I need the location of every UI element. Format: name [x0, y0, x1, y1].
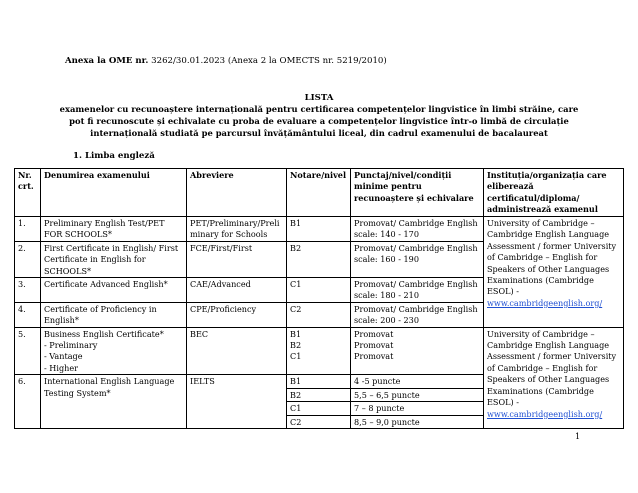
row-level: B2	[287, 388, 351, 401]
institution-link[interactable]: www.cambridgeenglish.org/	[487, 408, 603, 419]
row-score: Promovat/ Cambridge English scale: 140 - 170	[351, 217, 484, 242]
row-abbr: FCE/First/First	[187, 241, 287, 277]
row-level: B1	[287, 375, 351, 388]
header-institution: Instituția/organizația care eliberează certificatul/diploma/ administrează examenul	[484, 169, 624, 217]
institution-text: University of Cambridge – Cambridge English Language Assessment / former University of Cambridge – English for Speakers of Other Languages Examinations (Cambridge ESOL) -	[487, 328, 617, 408]
row-nr: 3.	[15, 278, 41, 303]
institution-link[interactable]: www.cambridgeenglish.org/	[487, 297, 603, 308]
institution-cell	[484, 217, 624, 328]
exams-table	[14, 168, 624, 429]
row-level	[287, 327, 351, 375]
annex-label: Anexa la OME nr.	[65, 56, 149, 66]
row-score-line: Promovat	[354, 328, 394, 339]
row-score: 5,5 – 6,5 puncte	[351, 388, 484, 401]
row-nr: 4.	[15, 302, 41, 327]
header-nr: Nr. crt.	[15, 169, 41, 217]
row-name-line: - Higher	[44, 362, 79, 373]
row-score-line: Promovat	[354, 351, 394, 362]
annex-reference	[65, 56, 387, 66]
row-level-line: B1	[290, 328, 302, 339]
row-name-line: - Preliminary	[44, 340, 98, 351]
annex-text: 3262/30.01.2023 (Anexa 2 la OMECTS nr. 5219/2010)	[148, 56, 387, 66]
row-score: 8,5 – 9,0 puncte	[351, 415, 484, 428]
row-score: 7 – 8 puncte	[351, 402, 484, 415]
row-name: Certificate of Proficiency in English*	[41, 302, 187, 327]
document-subtitle: examenelor cu recunoaștere internațională pentru certificarea competențelor lingvistice în limbi străine, care pot fi recunoscute și echivalate cu proba de evaluare a competențelor lingvistice într-o limbă de circulație internațională studiată pe parcursul învățământului liceal, din cadrul examenului de bacalaureat	[59, 104, 579, 139]
row-level: C1	[287, 402, 351, 415]
row-level: C2	[287, 415, 351, 428]
row-level: C1	[287, 278, 351, 303]
row-name-line: - Vantage	[44, 351, 83, 362]
institution-cell	[484, 327, 624, 428]
row-name: Preliminary English Test/PET FOR SCHOOLS*	[41, 217, 187, 242]
row-level-line: B2	[290, 340, 302, 351]
row-score-line: Promovat	[354, 340, 394, 351]
header-abbr: Abreviere	[187, 169, 287, 217]
row-nr: 1.	[15, 217, 41, 242]
table-row	[15, 327, 624, 375]
row-name: International English Language Testing System*	[41, 375, 187, 429]
institution-text: University of Cambridge – Cambridge English Language Assessment / former University of Cambridge – English for Speakers of Other Languages Examinations (Cambridge ESOL) -	[487, 218, 617, 297]
document-title: LISTA	[304, 93, 334, 103]
header-score: Punctaj/nivel/condiții minime pentru recunoaștere și echivalare	[351, 169, 484, 217]
row-score: Promovat/ Cambridge English scale: 180 - 210	[351, 278, 484, 303]
row-score: 4 -5 puncte	[351, 375, 484, 388]
row-nr: 6.	[15, 375, 41, 429]
row-score: Promovat/ Cambridge English scale: 160 - 190	[351, 241, 484, 277]
row-abbr: BEC	[187, 327, 287, 375]
row-nr: 2.	[15, 241, 41, 277]
row-score: Promovat/ Cambridge English scale: 200 - 230	[351, 302, 484, 327]
row-abbr: PET/Preliminary/Preliminary for Schools	[187, 217, 287, 242]
row-nr: 5.	[15, 327, 41, 375]
table-header-row	[15, 169, 624, 217]
header-name: Denumirea examenului	[41, 169, 187, 217]
row-abbr: CAE/Advanced	[187, 278, 287, 303]
row-abbr: CPE/Proficiency	[187, 302, 287, 327]
row-name: Certificate Advanced English*	[41, 278, 187, 303]
section-heading: 1. Limba engleză	[73, 151, 155, 161]
row-score	[351, 327, 484, 375]
row-level: B2	[287, 241, 351, 277]
row-name-line: Business English Certificate*	[44, 328, 164, 339]
row-level: C2	[287, 302, 351, 327]
row-level-line: C1	[290, 351, 302, 362]
table-row	[15, 217, 624, 242]
row-name	[41, 327, 187, 375]
row-level: B1	[287, 217, 351, 242]
header-level: Notare/nivel	[287, 169, 351, 217]
row-name: First Certificate in English/ First Certificate in English for SCHOOLS*	[41, 241, 187, 277]
row-abbr: IELTS	[187, 375, 287, 429]
page-number: 1	[575, 431, 581, 441]
